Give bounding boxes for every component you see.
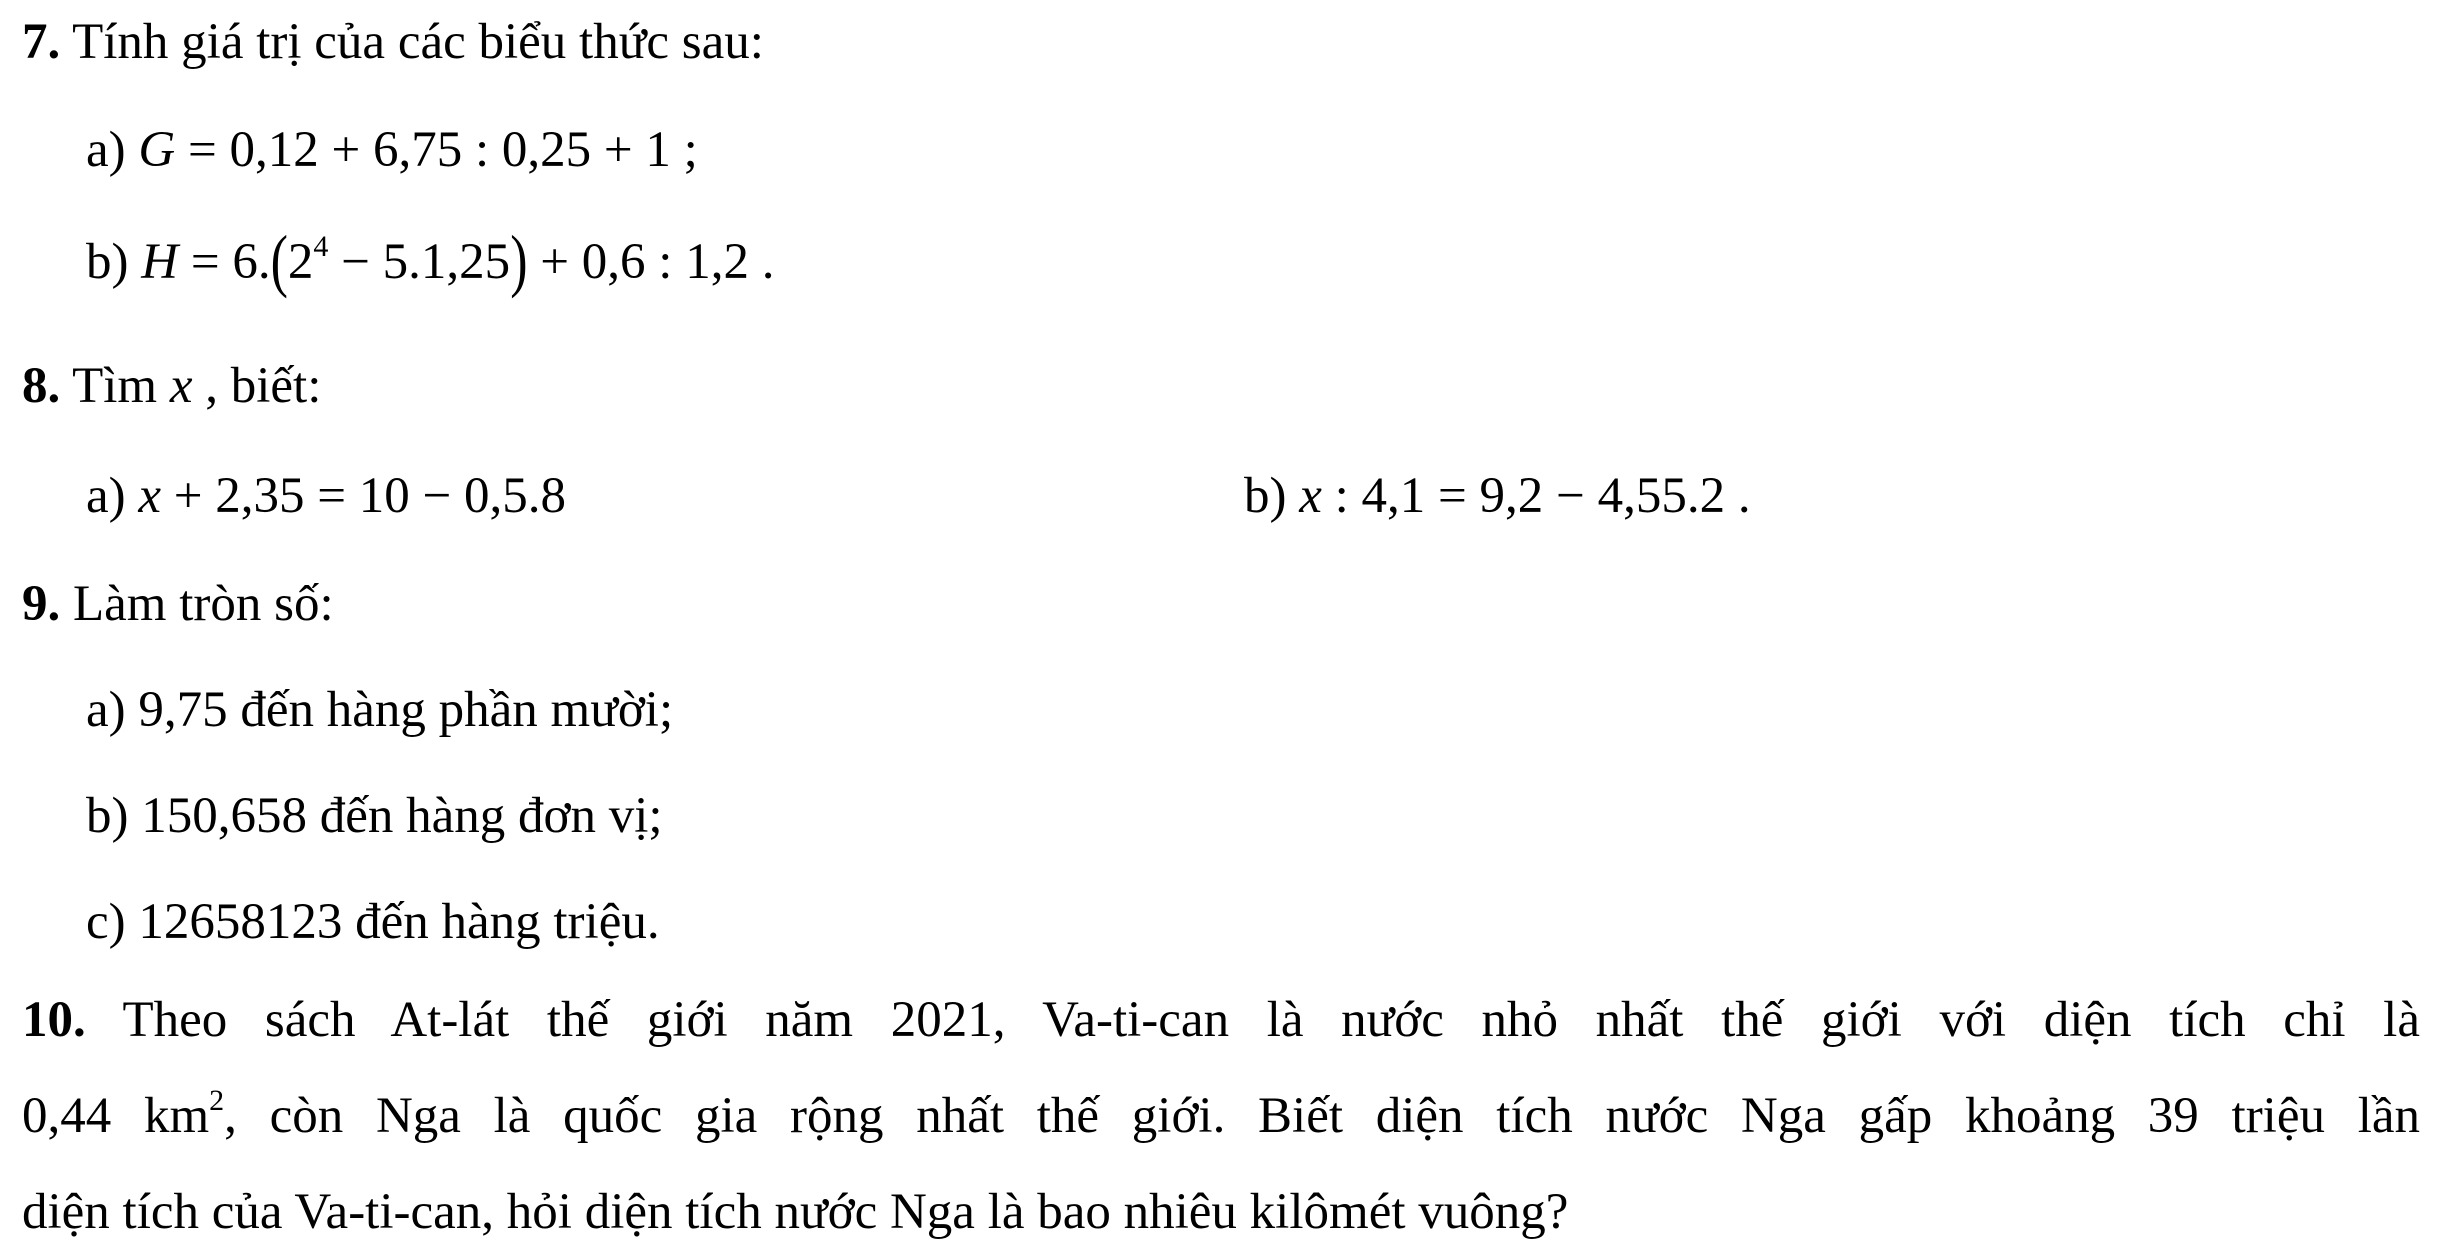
q7-part-a <box>86 120 698 180</box>
q8-title-var: x <box>169 358 193 414</box>
q7-b-label: b) <box>86 234 129 290</box>
q7-part-b <box>86 222 775 300</box>
q8-b-expr: : 4,1 = 9,2 − 4,55.2 . <box>1321 468 1751 524</box>
q8-a-math <box>138 468 566 524</box>
q8-part-b <box>1244 466 1751 526</box>
q9-heading <box>22 574 334 634</box>
q7-b-paren-close: ) <box>510 222 528 300</box>
q10-area-value: 0,44 km <box>22 1088 210 1144</box>
q8-a-expr: + 2,35 = 10 − 0,5.8 <box>161 468 567 524</box>
q7-heading <box>22 12 764 72</box>
q8-a-label: a) <box>86 468 126 524</box>
q9-part-b: b) 150,658 đến hàng đơn vị; <box>86 788 663 844</box>
q8-b-label: b) <box>1244 468 1287 524</box>
q9-part-c: c) 12658123 đến hàng triệu. <box>86 894 660 950</box>
q9-part-a: a) 9,75 đến hàng phần mười; <box>86 682 674 738</box>
q10-line-3: diện tích của Va-ti-can, hỏi diện tích nước Nga là bao nhiêu kilômét vuông? <box>22 1184 1569 1240</box>
q7-b-inner: − 5.1,25 <box>328 234 511 290</box>
q9-number: 9. <box>22 576 61 632</box>
q8-a-var: x <box>138 468 162 524</box>
q10-line-1 <box>22 990 2420 1050</box>
q7-b-math <box>141 222 775 300</box>
q10-line1-text: Theo sách At-lát thế giới năm 2021, Va-ti-can là nước nhỏ nhất thế giới với diện tích chỉ là <box>122 992 2420 1048</box>
q8-number: 8. <box>22 358 61 414</box>
q7-title: Tính giá trị của các biểu thức sau: <box>72 14 764 70</box>
q8-part-a <box>86 466 566 526</box>
q7-b-exponent: 4 <box>313 230 329 263</box>
q7-a-label: a) <box>86 122 126 178</box>
q8-heading <box>22 356 321 416</box>
q7-b-var: H <box>141 234 179 290</box>
q8-b-var: x <box>1299 468 1322 524</box>
q7-number: 7. <box>22 14 61 70</box>
q10-line2-text: , còn Nga là quốc gia rộng nhất thế giới. Biết diện tích nước Nga gấp khoảng 39 triệu lần <box>224 1088 2420 1144</box>
q7-b-expr-post: + 0,6 : 1,2 . <box>527 234 775 290</box>
q9-title: Làm tròn số: <box>73 576 334 632</box>
q10-number: 10. <box>22 992 86 1048</box>
q10-area-exponent: 2 <box>209 1084 225 1117</box>
q7-a-var: G <box>138 122 176 178</box>
q8-title-post: , biết: <box>192 358 322 414</box>
q8-title-pre: Tìm <box>72 358 170 414</box>
q7-a-expr: = 0,12 + 6,75 : 0,25 + 1 ; <box>175 122 698 178</box>
q7-b-paren-open: ( <box>270 222 288 300</box>
q10-line-2 <box>22 1086 2420 1146</box>
q7-b-expr-pre: = 6. <box>178 234 271 290</box>
q8-b-math <box>1299 468 1750 524</box>
q7-b-base: 2 <box>287 234 314 290</box>
q7-a-math <box>138 122 697 178</box>
